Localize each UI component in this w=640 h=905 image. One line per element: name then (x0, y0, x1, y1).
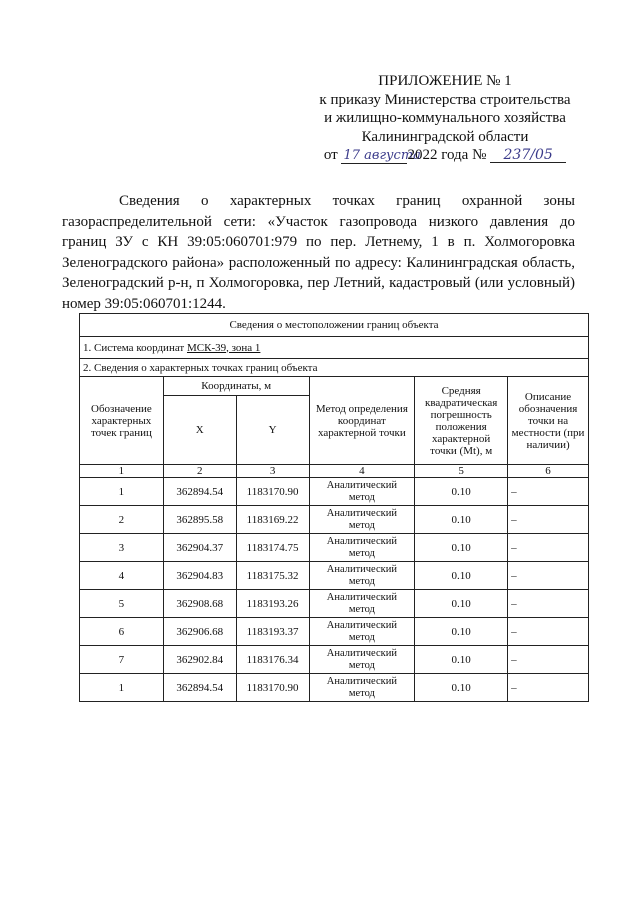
table-row (80, 506, 589, 534)
coord-y: 1183193.26 (236, 590, 309, 618)
col-number: 2 (163, 465, 236, 478)
coord-x: 362906.68 (163, 618, 236, 646)
order-line-4: Калининградской области (361, 128, 529, 145)
coordinate-system (80, 337, 589, 359)
coord-x: 362902.84 (163, 646, 236, 674)
table-title: Сведения о местоположении границ объекта (80, 314, 589, 337)
coord-y: 1183169.22 (236, 506, 309, 534)
method: Аналитический метод (309, 674, 415, 702)
point-id: 3 (80, 534, 164, 562)
section-points-title: 2. Сведения о характерных точках границ объекта (80, 359, 589, 377)
point-id: 1 (80, 674, 164, 702)
point-id: 6 (80, 618, 164, 646)
order-line-2: к приказу Министерства строительства (319, 91, 571, 108)
col-header-coords: Координаты, м (163, 377, 309, 396)
point-id: 5 (80, 590, 164, 618)
error: 0.10 (415, 534, 508, 562)
coordinate-system-label: 1. Система координат (83, 341, 187, 354)
col-header-designation: Обозначение характерных точек границ (80, 377, 164, 465)
col-number: 6 (508, 465, 589, 478)
date-prefix: от (323, 147, 338, 163)
order-line-3: и жилищно-коммунального хозяйства (324, 110, 566, 126)
col-number: 1 (80, 465, 164, 478)
table-row (80, 674, 589, 702)
col-number: 5 (415, 465, 508, 478)
method: Аналитический метод (309, 534, 415, 562)
coord-x: 362894.54 (163, 478, 236, 506)
method: Аналитический метод (309, 590, 415, 618)
point-id: 4 (80, 562, 164, 590)
coord-y: 1183170.90 (236, 674, 309, 702)
handwritten-date: 17 августа (343, 148, 421, 163)
coordinate-system-value: МСК-39, зона 1 (186, 341, 261, 354)
col-header-y: Y (236, 396, 309, 465)
coord-x: 362894.54 (163, 674, 236, 702)
method: Аналитический метод (309, 478, 415, 506)
table-row (80, 590, 589, 618)
order-date-line (300, 146, 590, 165)
error: 0.10 (415, 590, 508, 618)
method: Аналитический метод (309, 562, 415, 590)
description: – (508, 590, 589, 618)
coord-x: 362895.58 (163, 506, 236, 534)
col-header-x: X (163, 396, 236, 465)
method: Аналитический метод (309, 646, 415, 674)
description: – (508, 478, 589, 506)
description: – (508, 674, 589, 702)
description: – (508, 618, 589, 646)
col-number: 3 (236, 465, 309, 478)
coord-x: 362904.37 (163, 534, 236, 562)
col-header-method: Метод определения координат характерной точки (309, 377, 415, 465)
appendix-header (300, 72, 590, 165)
col-header-error: Средняя квадратическая погрешность положения характерной точки (Mt), м (415, 377, 508, 465)
boundary-points-table (79, 313, 589, 702)
coord-y: 1183175.32 (236, 562, 309, 590)
table-row (80, 478, 589, 506)
coord-y: 1183174.75 (236, 534, 309, 562)
error: 0.10 (415, 646, 508, 674)
description: – (508, 646, 589, 674)
year-text: 2022 года № (407, 147, 487, 163)
point-id: 7 (80, 646, 164, 674)
col-number: 4 (309, 465, 415, 478)
description: – (508, 534, 589, 562)
point-id: 1 (80, 478, 164, 506)
table-row (80, 646, 589, 674)
error: 0.10 (415, 562, 508, 590)
table-row (80, 618, 589, 646)
error: 0.10 (415, 674, 508, 702)
method: Аналитический метод (309, 506, 415, 534)
error: 0.10 (415, 478, 508, 506)
table-row (80, 534, 589, 562)
table-row (80, 562, 589, 590)
coord-y: 1183176.34 (236, 646, 309, 674)
appendix-title: ПРИЛОЖЕНИЕ № 1 (378, 73, 512, 89)
point-id: 2 (80, 506, 164, 534)
handwritten-order-number: 237/05 (490, 148, 566, 163)
error: 0.10 (415, 618, 508, 646)
col-header-description: Описание обозначения точки на местности (при наличии) (508, 377, 589, 465)
description: – (508, 506, 589, 534)
coord-x: 362908.68 (163, 590, 236, 618)
coord-y: 1183193.37 (236, 618, 309, 646)
coord-y: 1183170.90 (236, 478, 309, 506)
description: – (508, 562, 589, 590)
error: 0.10 (415, 506, 508, 534)
method: Аналитический метод (309, 618, 415, 646)
description-paragraph: Сведения о характерных точках границ охранной зоны газораспределительной сети: «Участок газопровода низкого давления до границ ЗУ с КН 39:05:060701:979 по пер. Летнему, 1 в п. Холмогоровка Зеленоградского района» расположенный по адресу: Калининградская область, Зеленоградский р-н, п Холмогоровка, пер Летний, кадастровый (или условный) номер 39:05:060701:1244. (62, 193, 575, 312)
coord-x: 362904.83 (163, 562, 236, 590)
